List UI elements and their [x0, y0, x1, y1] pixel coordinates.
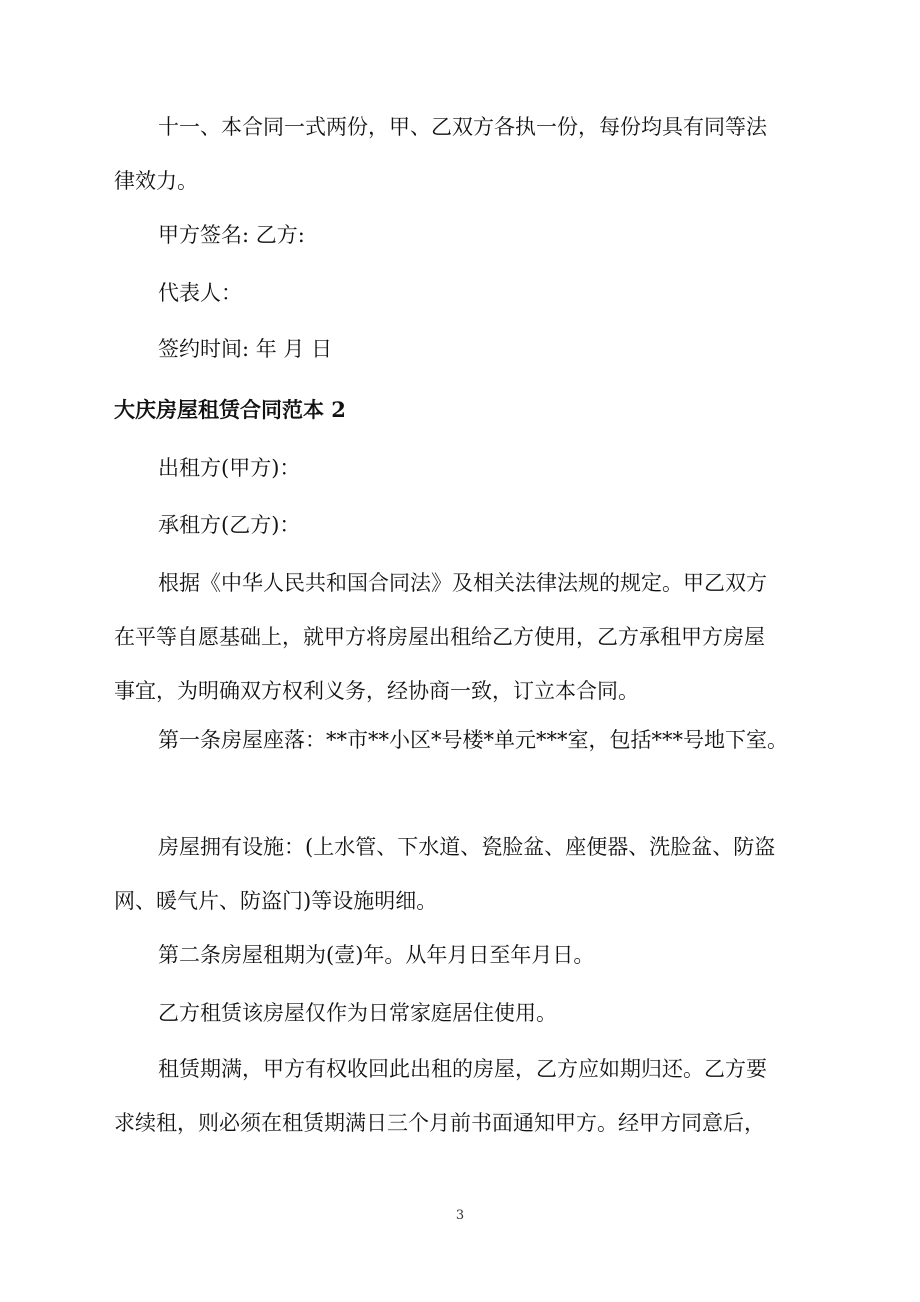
paragraph-line: 求续租，则必须在租赁期满日三个月前书面通知甲方。经甲方同意后，	[114, 1111, 765, 1135]
paragraph-line: 签约时间: 年 月 日	[158, 337, 333, 361]
paragraph-line: 律效力。	[114, 169, 198, 193]
paragraph-line: 第一条房屋座落：**市**小区*号楼*单元***室，包括***号地下室。	[158, 728, 788, 752]
renewal-paragraph	[114, 1042, 814, 1150]
party-a-signature-line	[114, 208, 814, 262]
paragraph-line: 十一、本合同一式两份，甲、乙双方各执一份，每份均具有同等法	[158, 115, 767, 139]
paragraph-line: 第二条房屋租期为(壹)年。从年月日至年月日。	[158, 943, 595, 967]
paragraph-line: 租赁期满，甲方有权收回此出租的房屋，乙方应如期归还。乙方要	[158, 1057, 767, 1081]
paragraph-line: 代表人：	[158, 281, 242, 305]
paragraph-line: 乙方租赁该房屋仅作为日常家庭居住使用。	[158, 1001, 557, 1025]
paragraph-line: 出租方(甲方)：	[158, 456, 301, 480]
page-number: 3	[455, 1208, 465, 1223]
facilities-paragraph	[114, 820, 814, 928]
paragraph-line: 房屋拥有设施：(上水管、下水道、瓷脸盆、座便器、洗脸盆、防盗	[158, 835, 776, 859]
paragraph-line: 承租方(乙方)：	[158, 513, 301, 537]
paragraph-line: 甲方签名: 乙方:	[158, 223, 305, 247]
paragraph-line: 网、暖气片、防盗门)等设施明细。	[114, 889, 438, 913]
paragraph-line: 在平等自愿基础上，就甲方将房屋出租给乙方使用，乙方承租甲方房屋	[114, 625, 765, 649]
representative-line	[114, 266, 814, 320]
article-one-paragraph	[114, 713, 814, 767]
preamble-paragraph	[114, 556, 814, 718]
lessee-line	[114, 498, 814, 552]
heading-text: 大庆房屋租赁合同范本 2	[114, 397, 346, 422]
signing-date-line	[114, 322, 814, 376]
clause-eleven-paragraph	[114, 100, 814, 208]
usage-paragraph	[114, 986, 814, 1040]
paragraph-line: 根据《中华人民共和国合同法》及相关法律法规的规定。甲乙双方	[158, 571, 767, 595]
lessor-line	[114, 441, 814, 495]
paragraph-line: 事宜，为明确双方权利义务，经协商一致，订立本合同。	[114, 679, 639, 703]
section-heading	[114, 383, 814, 437]
article-two-paragraph	[114, 928, 814, 982]
